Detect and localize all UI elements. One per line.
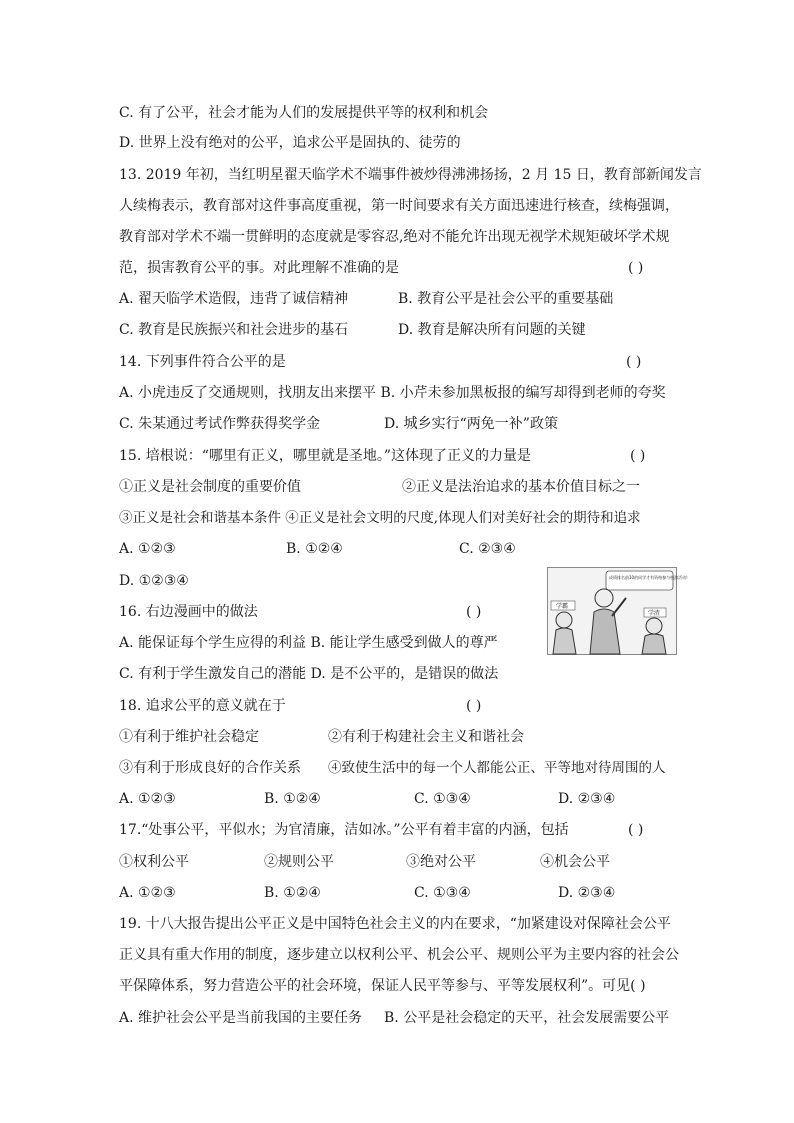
- q15-answer-bracket: ( ): [630, 448, 646, 464]
- q18-statement-3: ③有利于形成良好的合作关系: [119, 760, 301, 776]
- q16-answer-bracket: ( ): [466, 604, 482, 620]
- q19-line-2: 正义具有重大作用的制度，逐步建立以权利公平、机会公平、规则公平为主要内容的社会公: [119, 947, 679, 963]
- q17-option-d: D. ②③④: [558, 885, 616, 901]
- q17-statement-2: ②规则公平: [264, 854, 334, 870]
- q15-option-b: B. ①②④: [286, 541, 343, 557]
- q16-options-ab: A. 能保证每个学生应得的利益 B. 能让学生感受到做人的尊严: [119, 635, 498, 651]
- q18-statement-4: ④致使生活中的每一个人都能公正、平等地对待周围的人: [328, 760, 666, 776]
- q15-option-a: A. ①②③: [119, 541, 176, 557]
- q17-statement-1: ①权利公平: [119, 854, 189, 870]
- q17-statement-4: ④机会公平: [540, 854, 610, 870]
- q15-option-c: C. ②③④: [459, 541, 516, 557]
- option-d-prev: D. 世界上没有绝对的公平，追求公平是固执的、徒劳的: [119, 135, 461, 151]
- q13-line-1: 13. 2019 年初，当红明星翟天临学术不端事件被炒得沸沸扬扬，2 月 15 日，教育部新闻发言: [119, 167, 702, 183]
- option-c-prev: C. 有了公平，社会才能为人们的发展提供平等的权利和机会: [119, 105, 489, 121]
- q17-option-c: C. ①③④: [414, 885, 471, 901]
- q15-option-d: D. ①②③④: [119, 573, 189, 589]
- q13-option-b: B. 教育公平是社会公平的重要基础: [398, 291, 614, 307]
- q19-option-b: B. 公平是社会稳定的天平，社会发展需要公平: [384, 1010, 670, 1026]
- q18-option-d: D. ②③④: [558, 791, 616, 807]
- q17-option-b: B. ①②④: [264, 885, 321, 901]
- q15-stem: 15. 培根说：“哪里有正义，哪里就是圣地。”这体现了正义的力量是: [119, 448, 532, 464]
- q18-statement-1: ①有利于维护社会稳定: [119, 729, 259, 745]
- q18-stem: 18. 追求公平的意义就在于: [119, 698, 286, 714]
- q13-option-a: A. 翟天临学术造假，违背了诚信精神: [119, 291, 349, 307]
- cartoon-tag-right: 学渣: [648, 610, 661, 617]
- q14-answer-bracket: ( ): [626, 354, 642, 370]
- cartoon-tag-left: 学霸: [556, 603, 569, 610]
- q18-answer-bracket: ( ): [466, 698, 482, 714]
- q13-answer-bracket: ( ): [628, 260, 644, 276]
- q17-option-a: A. ①②③: [119, 885, 176, 901]
- cartoon-caption: 成绩排名前10的同学才有资格参与校游活动!: [609, 575, 688, 580]
- q18-option-c: C. ①③④: [414, 791, 471, 807]
- q14-options-ab: A. 小虎违反了交通规则，找朋友出来摆平 B. 小芹未参加黑板报的编写却得到老师的夸奖: [119, 385, 666, 401]
- q15-statements-34: ③正义是社会和谐基本条件 ④正义是社会文明的尺度,体现人们对美好社会的期待和追求: [119, 510, 641, 526]
- q13-line-2: 人续梅表示，教育部对这件事高度重视，第一时间要求有关方面迅速进行核查，续梅强调，: [119, 198, 679, 214]
- q13-line-3: 教育部对学术不端一贯鲜明的态度就是零容忍,绝对不能允许出现无视学术规矩破坏学术规: [119, 229, 670, 245]
- q16-stem: 16. 右边漫画中的做法: [119, 604, 258, 620]
- q14-option-d: D. 城乡实行“两免一补”政策: [384, 416, 558, 432]
- q19-line-1: 19. 十八大报告提出公平正义是中国特色社会主义的内在要求，“加紧建设对保障社会公平: [119, 916, 671, 932]
- q17-statement-3: ③绝对公平: [406, 854, 476, 870]
- q13-option-c: C. 教育是民族振兴和社会进步的基石: [119, 322, 349, 338]
- q13-line-4: 范，损害教育公平的事。对此理解不准确的是: [119, 260, 399, 276]
- q14-stem: 14. 下列事件符合公平的是: [119, 354, 286, 370]
- q19-line-3: 平保障体系，努力营造公平的社会环境，保证人民平等参与、平等发展权利”。可见( ): [119, 978, 646, 994]
- q17-stem: 17.“处事公平，平似水；为官清廉，洁如冰。”公平有着丰富的内涵，包括: [119, 822, 569, 838]
- q18-statement-2: ②有利于构建社会主义和谐社会: [328, 729, 524, 745]
- q17-answer-bracket: ( ): [628, 822, 644, 838]
- q13-option-d: D. 教育是解决所有问题的关键: [398, 322, 586, 338]
- q18-option-a: A. ①②③: [119, 791, 176, 807]
- cartoon-illustration: [548, 568, 688, 654]
- q15-statement-1: ①正义是社会制度的重要价值: [119, 479, 301, 495]
- q16-options-cd: C. 有利于学生激发自己的潜能 D. 是不公平的，是错误的做法: [119, 666, 499, 682]
- cartoon-image: [547, 567, 688, 655]
- q19-option-a: A. 维护社会公平是当前我国的主要任务: [119, 1010, 363, 1026]
- q18-option-b: B. ①②④: [264, 791, 321, 807]
- q15-statement-2: ②正义是法治追求的基本价值目标之一: [402, 479, 640, 495]
- q14-option-c: C. 朱某通过考试作弊获得奖学金: [119, 416, 321, 432]
